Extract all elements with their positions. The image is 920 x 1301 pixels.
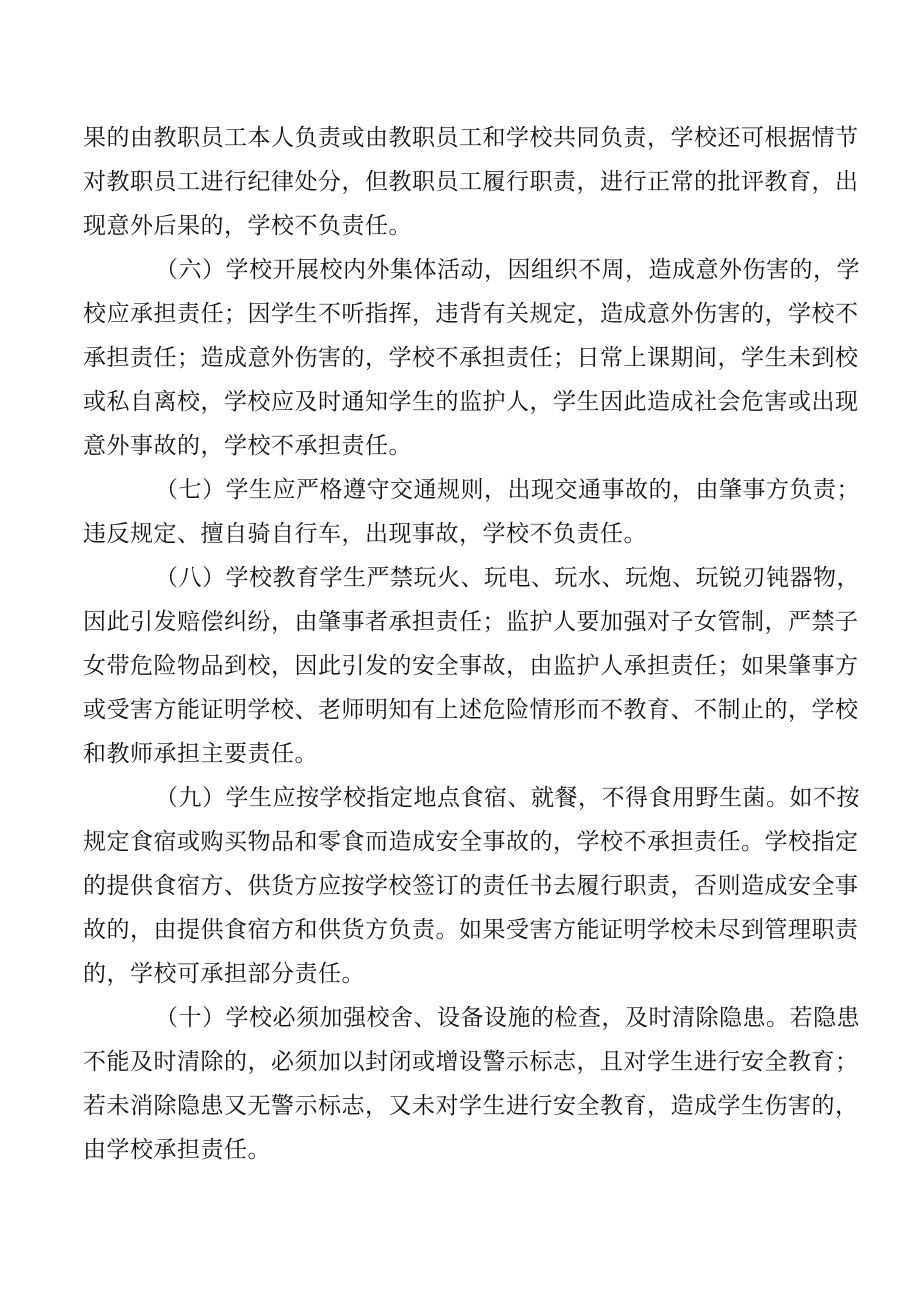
text-line: （ 七 ） 学 生 应 严 格 遵 守 交 通 规 则 ， 出 现 交 通 事 故 的 ， 由 肇 事 方 负 责 ； [155, 477, 860, 503]
text-line: 若 未 消 除 隐 患 又 无 警 示 标 志 ， 又 未 对 学 生 进 行 安 全 教 育 ， 造 成 学 生 伤 害 的 ， [83, 1093, 859, 1119]
text-line: 故 的 ， 由 提 供 食 宿 方 和 供 货 方 负 责 。 如 果 受 害 方 能 证 明 学 校 未 尽 到 管 理 职 责 [83, 917, 859, 943]
text-line: 或 私 自 离 校 ， 学 校 应 及 时 通 知 学 生 的 监 护 人 ， 学 生 因 此 造 成 社 会 危 害 或 出 现 [83, 389, 859, 415]
text-line: （ 八 ） 学 校 教 育 学 生 严 禁 玩 火 、 玩 电 、 玩 水 、 玩 炮 、 玩 锐 刃 钝 器 物 ， [155, 565, 860, 591]
text-line: 校 应 承 担 责 任 ； 因 学 生 不 听 指 挥 ， 违 背 有 关 规 定 ， 造 成 意 外 伤 害 的 ， 学 校 不 [83, 301, 859, 327]
text-line: 规 定 食 宿 或 购 买 物 品 和 零 食 而 造 成 安 全 事 故 的 ， 学 校 不 承 担 责 任 。 学 校 指 定 [83, 829, 859, 855]
text-line: （ 十 ） 学 校 必 须 加 强 校 舍 、 设 备 设 施 的 检 查 ， 及 时 清 除 隐 患 。 若 隐 患 [155, 1005, 860, 1031]
text-line: 果 的 由 教 职 员 工 本 人 负 责 或 由 教 职 员 工 和 学 校 共 同 负 责 ， 学 校 还 可 根 据 情 节 [83, 125, 859, 151]
text-line: 因 此 引 发 赔 偿 纠 纷 ， 由 肇 事 者 承 担 责 任 ； 监 护 人 要 加 强 对 子 女 管 制 ， 严 禁 子 [83, 609, 859, 635]
text-line: 现意外后果的，学校不负责任。 [83, 213, 412, 239]
text-line: （ 六 ） 学 校 开 展 校 内 外 集 体 活 动 ， 因 组 织 不 周 ， 造 成 意 外 伤 害 的 ， 学 [155, 257, 860, 283]
text-line: 女 带 危 险 物 品 到 校 ， 因 此 引 发 的 安 全 事 故 ， 由 监 护 人 承 担 责 任 ； 如 果 肇 事 方 [83, 653, 859, 679]
text-line: 对 教 职 员 工 进 行 纪 律 处 分 ， 但 教 职 员 工 履 行 职 责 ， 进 行 正 常 的 批 评 教 育 ， 出 [83, 169, 859, 195]
text-line: 的 提 供 食 宿 方 、 供 货 方 应 按 学 校 签 订 的 责 任 书 去 履 行 职 责 ， 否 则 造 成 安 全 事 [83, 873, 859, 899]
text-line: 不 能 及 时 清 除 的 ， 必 须 加 以 封 闭 或 增 设 警 示 标 志 ， 且 对 学 生 进 行 安 全 教 育 ； [83, 1049, 859, 1075]
text-line: 违反规定、擅自骑自行车，出现事故，学校不负责任。 [83, 521, 647, 547]
text-line: 和教师承担主要责任。 [83, 741, 318, 767]
text-line: （ 九 ） 学 生 应 按 学 校 指 定 地 点 食 宿 、 就 餐 ， 不 得 食 用 野 生 菌 。 如 不 按 [155, 785, 860, 811]
text-line: 或 受 害 方 能 证 明 学 校 、 老 师 明 知 有 上 述 危 险 情 形 而 不 教 育 、 不 制 止 的 ， 学 校 [83, 697, 859, 723]
text-line: 由学校承担责任。 [83, 1137, 271, 1163]
text-line: 意外事故的，学校不承担责任。 [83, 433, 412, 459]
text-line: 的，学校可承担部分责任。 [83, 961, 365, 987]
text-line: 承 担 责 任 ； 造 成 意 外 伤 害 的 ， 学 校 不 承 担 责 任 ； 日 常 上 课 期 间 ， 学 生 未 到 校 [83, 345, 859, 371]
